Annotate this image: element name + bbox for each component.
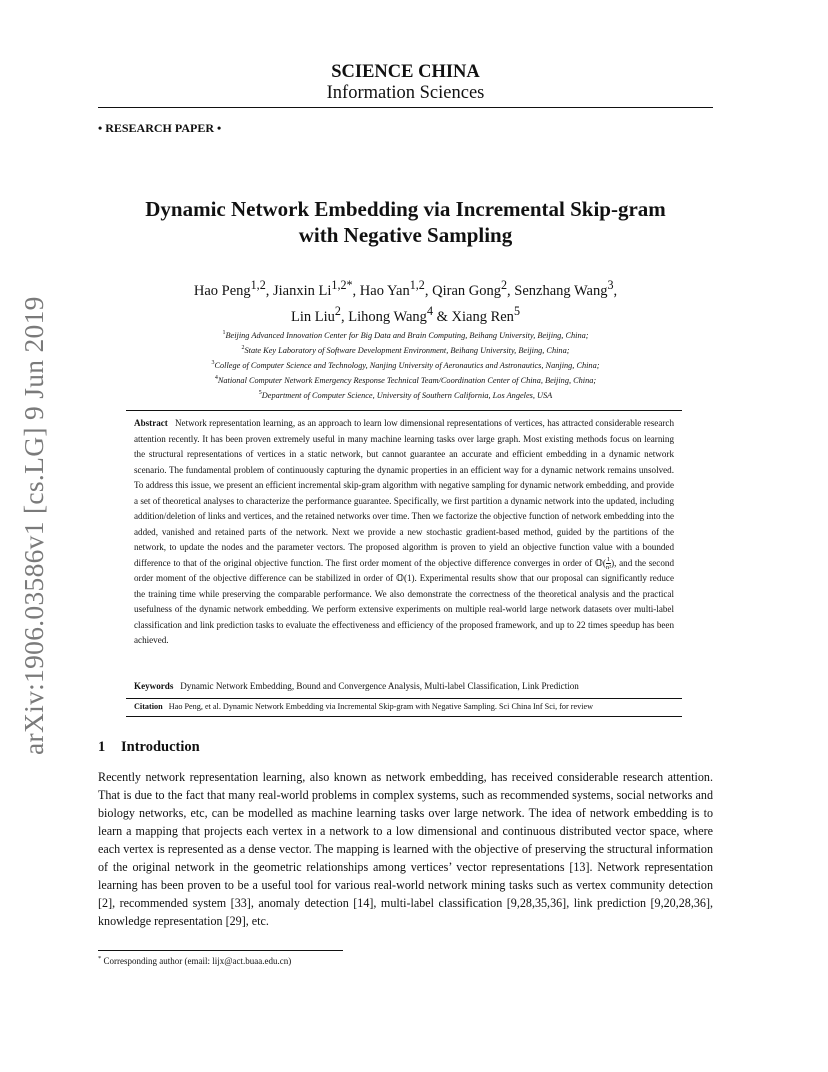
journal-header <box>98 62 713 104</box>
journal-name: SCIENCE CHINA <box>331 62 480 82</box>
paper-type-label: • RESEARCH PAPER • <box>98 121 222 135</box>
author-affil-sup: 1,2 <box>250 278 266 292</box>
author-affil-sup: 5 <box>513 303 520 318</box>
affiliation-item: $^2$State Key Laboratory of Software Development Environment, Beihang University, Beijing, China; <box>241 344 570 355</box>
fraction-denominator: n² <box>605 563 612 571</box>
affiliation-item: $^4$National Computer Network Emergency Response Technical Team/Coordination Center of China, Beijing, China; <box>214 374 597 385</box>
author-list <box>98 275 713 327</box>
keywords-text: Dynamic Network Embedding, Bound and Convergence Analysis, Multi-label Classification, Link Prediction <box>180 681 579 691</box>
intro-paragraph: Recently network representation learning, also known as network embedding, has received considerable research attention. That is due to the fact that many real-world problems in complex systems, such as recommended systems, social networks and biology networks, etc, can be modelled as machine learning tasks over large network. The idea of network embedding is to learn a mapping that projects each vertex in a network to a low dimensional and continuous distributed vector space, where each vertex is represented as a dense vector. The mapping is learned with the objective of preserving the structural information of the original network in the geometric relationships among vertices’ vector representations [13]. Network representation learning has been proven to be a useful tool for various real-world network mining tasks such as vertex community detection [2], recommended system [33], anomaly detection [14], multi-label classification [9,28,35,36], link prediction [9,20,28,36], knowledge representation [29], etc. <box>98 770 713 928</box>
footnote <box>98 955 291 966</box>
citation-line <box>134 702 674 711</box>
keywords-line <box>134 681 674 691</box>
keywords-label: Keywords <box>134 681 174 691</box>
author-name: Senzhang Wang <box>514 282 608 299</box>
title-line-2: with Negative Sampling <box>298 223 513 247</box>
abstract-label: Abstract <box>134 418 168 428</box>
section-number: 1 <box>98 739 106 755</box>
abstract-paragraph <box>134 416 674 649</box>
affiliation-list <box>98 327 713 402</box>
citation-rule <box>126 716 682 717</box>
abstract-box <box>126 410 682 716</box>
author-name: Hao Yan <box>359 282 410 299</box>
author-affil-sup: 1,2 <box>409 278 425 292</box>
citation-text: Hao Peng, et al. Dynamic Network Embedding via Incremental Skip-gram with Negative Sampling. Sci China Inf Sci, for review <box>168 702 594 711</box>
author-name: Lihong Wang <box>348 308 427 325</box>
journal-subtitle: Information Sciences <box>326 83 485 103</box>
fraction-numerator: 1 <box>606 555 611 563</box>
affiliation-item: $^1$Beijing Advanced Innovation Center for Big Data and Brain Computing, Beihang University, Beijing, China; <box>222 330 589 340</box>
citation-label: Citation <box>134 702 163 711</box>
abstract-text-2: ), and the second order moment of the objective difference can be stabilized in order of 𝕆(1). Experimental results show that our proposal can significantly reduce the training time while preserving the comparable performance. We also demonstrate the correctness of the theoretical analysis and the practical usefulness of the dynamic network embedding. We perform extensive experiments on multiple real-world large network datasets over multi-label classification and link prediction tasks to evaluate the effectiveness and efficiency of the proposed framework, and up to 22 times speedup has been achieved. <box>134 557 674 645</box>
author-name: Hao Peng <box>193 282 251 299</box>
author-name: Qiran Gong <box>432 282 501 299</box>
affiliation-item: $^3$College of Computer Science and Technology, Nanjing University of Aeronautics and Astronautics, Nanjing, China; <box>211 359 600 370</box>
author-name: Xiang Ren <box>451 308 514 325</box>
footnote-text: Corresponding author (email: lijx@act.buaa.edu.cn) <box>103 956 292 966</box>
arxiv-identifier-stamp: arXiv:1906.03586v1 [cs.LG] 9 Jun 2019 <box>18 296 49 756</box>
abstract-text-1: Network representation learning, as an approach to learn low dimensional representations of vertices, has attracted considerable research attention recently. It has been proven extremely useful in many machine learning tasks over large graph. Most existing methods focus on learning the structural representations of vertices in a static network, but cannot guarantee an accurate and efficient embedding in a dynamic network scenario. The fundamental problem of continuously capturing the dynamic properties in an efficient way for a dynamic network remains unsolved. To address this issue, we present an efficient incremental skip-gram algorithm with negative sampling for dynamic network embedding, and provide a set of theoretical analyses to characterize the performance guarantee. Specifically, we first partition a dynamic network into the updated, including addition/deletion of links and vertices, and the retained networks over time. Then we factorize the objective function of network embedding into the added, vanished and retained parts of the network. Next we provide a new stochastic gradient-based method, guided by the partitions of the network, to update the nodes and the parameter vectors. The proposed algorithm is proven to yield an objective function value with a bounded difference to that of the original objective function. The first order moment of the objective difference converges in order of <box>134 418 674 568</box>
section-heading <box>98 739 200 756</box>
author-affil-sup: 2 <box>500 278 508 292</box>
author-name: Jianxin Li <box>273 282 332 299</box>
big-o-symbol: 𝕆( <box>594 557 606 568</box>
affiliation-item: $^5$Department of Computer Science, University of Southern California, Los Angeles, USA <box>258 389 553 400</box>
author-affil-sup: 1,2* <box>331 278 353 292</box>
author-affil-sup: 2 <box>334 303 341 318</box>
keywords-rule <box>126 698 682 699</box>
footnote-marker: * <box>98 955 102 962</box>
author-affil-sup: 4 <box>426 303 433 318</box>
title-line-1: Dynamic Network Embedding via Incremental Skip-gram <box>145 197 666 221</box>
author-line-2: Lin Liu$^2$, Lihong Wang$^4$ & Xiang Ren$^5$ <box>291 303 520 325</box>
author-name: Lin Liu <box>291 308 335 325</box>
paper-title <box>98 196 713 248</box>
abstract-top-rule <box>126 410 682 411</box>
author-affil-sup: 3 <box>607 278 614 292</box>
footnote-rule <box>98 950 343 951</box>
section-title: Introduction <box>121 739 200 755</box>
author-line-1: Hao Peng$^{1,2}$, Jianxin $Li^{1,2*}$, Hao Yan$^{1,2}$, Qiran Gong$^2$, Senzhang Wang$^3$, <box>193 278 618 299</box>
header-rule <box>98 107 713 108</box>
